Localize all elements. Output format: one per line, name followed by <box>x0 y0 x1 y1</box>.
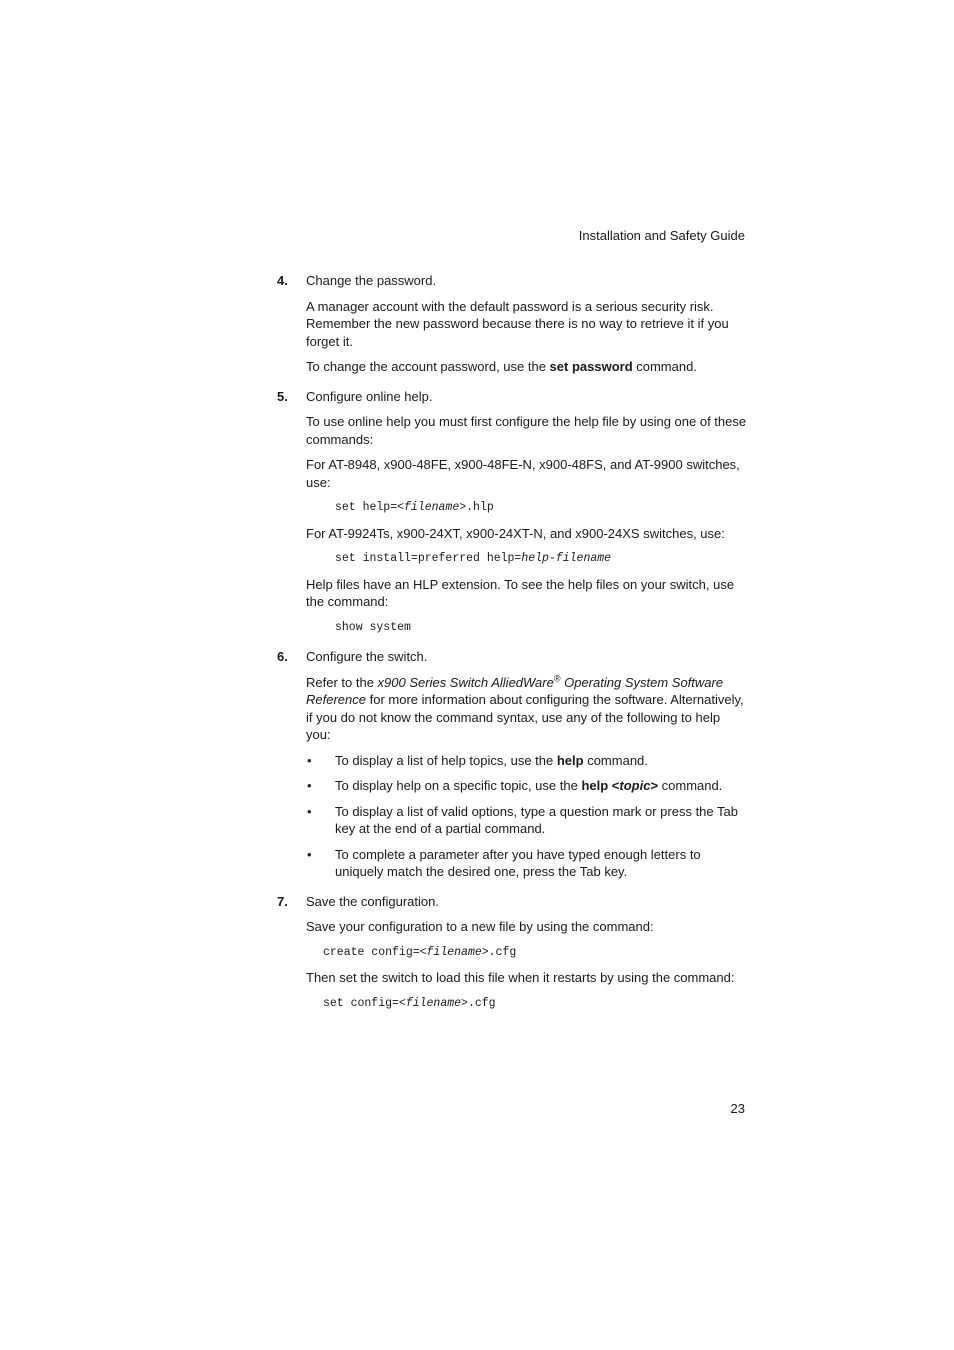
list-item <box>306 777 747 795</box>
code-variable: filename <box>405 996 462 1010</box>
code-text: >.cfg <box>461 996 496 1010</box>
book-title: x900 Series Switch AlliedWare <box>377 674 554 690</box>
command-variable: topic <box>619 778 651 793</box>
code-variable: filename <box>404 501 460 514</box>
text-run: To display a list of help topics, use the <box>335 752 557 768</box>
text-run: To complete a parameter after you have typed enough letters to uniquely match the desired one, press the Tab key. <box>335 846 701 879</box>
step-title: Configure the switch. <box>306 649 428 664</box>
step-paragraph: Save your configuration to a new file by using the command: <box>306 919 654 934</box>
text-run: Refer to the <box>306 674 378 690</box>
code-text: >.cfg <box>481 945 517 959</box>
registered-mark: ® <box>553 673 561 684</box>
bullet-icon: • <box>307 752 312 768</box>
list-item <box>306 846 747 881</box>
text-run: To display a list of valid options, type a question mark or press the Tab key at the end of a partial command. <box>335 803 738 836</box>
text-run: To change the account password, use the <box>306 359 550 374</box>
step-title: Save the configuration. <box>306 893 439 909</box>
bullet-icon: • <box>307 778 312 793</box>
step-7 <box>277 893 747 1013</box>
code-line <box>335 499 747 517</box>
list-item <box>306 752 747 770</box>
book-title: Operating System Software Reference <box>306 674 724 707</box>
command-name: help <box>556 752 584 768</box>
code-line <box>323 944 747 962</box>
step-paragraph: For AT-8948, x900-48FE, x900-48FE-N, x900-48FS, and AT-9900 switches, use: <box>306 457 740 490</box>
code-line <box>323 995 747 1013</box>
step-6 <box>277 648 747 881</box>
bullet-list <box>306 752 747 881</box>
step-title: Configure online help. <box>306 388 433 404</box>
step-paragraph <box>306 674 747 744</box>
code-text: create config=< <box>323 945 427 959</box>
step-number: 7. <box>277 893 288 909</box>
step-paragraph: For AT-9924Ts, x900-24XT, x900-24XT-N, and x900-24XS switches, use: <box>306 525 725 541</box>
step-number: 6. <box>277 649 288 664</box>
list-item <box>306 803 747 838</box>
text-run: command. <box>658 778 723 793</box>
text-run: command. <box>583 752 648 768</box>
page-number: 23 <box>730 1101 745 1116</box>
code-line <box>335 550 747 568</box>
command-name: set password <box>549 359 633 374</box>
text-run: for more information about configuring the software. Alternatively, if you do not know the command syntax, use any of the following to help you: <box>306 692 744 742</box>
command-text: > <box>650 778 659 793</box>
step-paragraph <box>306 358 747 376</box>
code-text: set help=< <box>335 501 405 514</box>
step-paragraph: Then set the switch to load this file when it restarts by using the command: <box>306 970 735 985</box>
running-header: Installation and Safety Guide <box>578 228 745 243</box>
code-line: show system <box>335 620 411 634</box>
code-variable: help-filename <box>521 552 612 565</box>
step-5 <box>277 388 747 637</box>
step-paragraph: To use online help you must first configure the help file by using one of these commands: <box>306 414 747 447</box>
step-number: 5. <box>277 388 288 404</box>
command-text: help < <box>581 778 620 793</box>
page-content <box>277 272 747 1024</box>
code-text: set install=preferred help= <box>335 552 522 565</box>
step-4 <box>277 272 747 376</box>
step-paragraph: Help files have an HLP extension. To see the help files on your switch, use the command: <box>306 576 735 609</box>
bullet-icon: • <box>307 846 312 862</box>
command-name <box>581 778 658 793</box>
code-text: set config=< <box>323 996 406 1010</box>
code-variable: filename <box>426 945 482 959</box>
step-number: 4. <box>277 273 288 288</box>
text-run: To display help on a specific topic, use the <box>335 778 582 793</box>
step-title: Change the password. <box>306 273 437 288</box>
bullet-icon: • <box>307 803 312 819</box>
step-paragraph: A manager account with the default password is a serious security risk. Remember the new password because there is no way to retrieve it if you forget it. <box>306 298 729 349</box>
text-run: command. <box>632 359 697 374</box>
code-text: >.hlp <box>459 501 494 514</box>
